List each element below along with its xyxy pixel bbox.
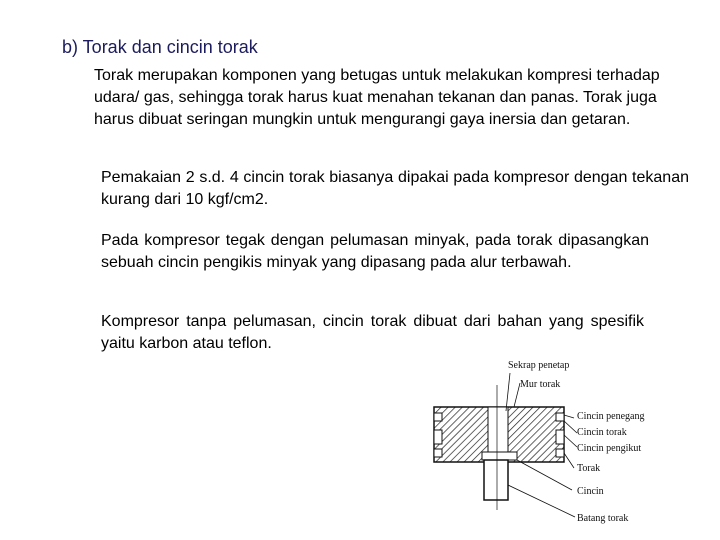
paragraph-torak-definition: Torak merupakan komponen yang betugas untuk melakukan kompresi terhadap udara/ gas, sehingga torak harus kuat menahan tekanan dan panas. Torak juga harus dibuat seringan mungkin untuk mengurangi gaya inersia dan getaran. bbox=[94, 67, 660, 128]
left-ring-groove bbox=[434, 430, 442, 444]
label-cincin-penegang: Cincin penegang bbox=[577, 411, 645, 422]
label-batang-torak: Batang torak bbox=[577, 513, 629, 524]
paragraph-oilless: Kompresor tanpa pelumasan, cincin torak dibuat dari bahan yang spesifik yaitu karbon atau teflon. bbox=[101, 313, 644, 352]
rod-collar-ring bbox=[482, 452, 517, 460]
right-ring-groove bbox=[556, 449, 564, 457]
label-cincin-torak: Cincin torak bbox=[577, 427, 627, 438]
section-title: b) Torak dan cincin torak bbox=[62, 37, 258, 57]
right-ring-groove bbox=[556, 413, 564, 421]
piston-diagram bbox=[422, 355, 672, 535]
paragraph-ring-count: Pemakaian 2 s.d. 4 cincin torak biasanya dipakai pada kompresor dengan tekanan kurang dari 10 kgf/cm2. bbox=[101, 169, 689, 208]
piston-rod bbox=[484, 460, 508, 500]
label-cincin-pengikut: Cincin pengikut bbox=[577, 443, 642, 454]
label-sekrap-penetap: Sekrap penetap bbox=[508, 360, 570, 371]
label-torak: Torak bbox=[577, 463, 601, 474]
label-cincin: Cincin bbox=[577, 486, 604, 497]
paragraph-oil-ring: Pada kompresor tegak dengan pelumasan minyak, pada torak dipasangkan sebuah cincin pengikis minyak yang dipasang pada alur terbawah. bbox=[101, 232, 649, 271]
left-ring-groove bbox=[434, 413, 442, 421]
right-ring-groove bbox=[556, 430, 564, 444]
left-ring-groove bbox=[434, 449, 442, 457]
label-mur-torak: Mur torak bbox=[520, 379, 561, 390]
